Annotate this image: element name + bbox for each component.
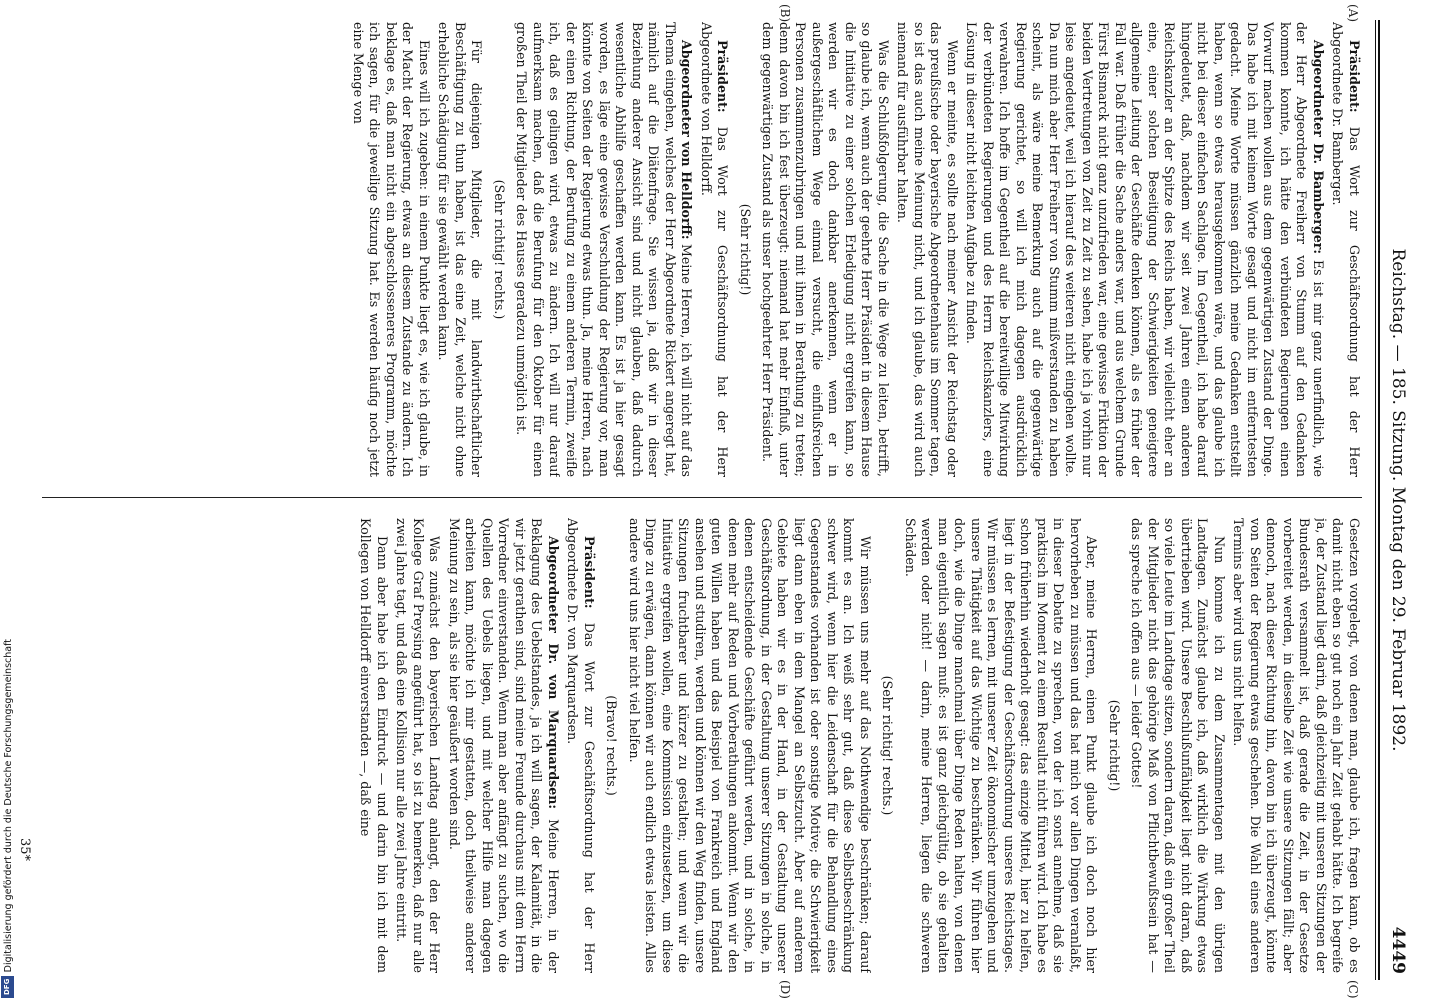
header-title: Reichstag. — 185. Sitzung. Montag den 29. Februar 1892. xyxy=(1388,248,1408,752)
paragraph xyxy=(357,518,390,973)
interjection xyxy=(1106,518,1123,973)
speech-paragraph xyxy=(564,518,597,973)
interjection xyxy=(603,518,620,973)
speaker-name: Präsident: xyxy=(582,536,597,609)
speech-paragraph xyxy=(1329,22,1362,477)
header-page-number: 4449 xyxy=(1388,926,1408,974)
paragraph-text: Das Wort zur Geschäftsordnung hat der Herr Abgeordnete Dr. Bamberger. xyxy=(1330,22,1362,477)
speaker-name: Präsident: xyxy=(1347,40,1362,113)
paragraph-text: Was zunächst den bayerischen Landtag anlangt, den der Herr Kollege Graf Preysing angeführt hat, so ist zu bemerken, daß nur alle zwei Jahre tagt, und daß eine Kollision nur alle zwei Jahre eintritt. xyxy=(394,518,443,973)
paragraph-text: Meine Herren, ich will nicht auf das Thema eingehen, welches der Herr Abgeordnete Rickert angeregt hat, nämlich auf die Diätenfrage. Sie wissen ja, daß wir in dieser Beziehung anderer Ansicht sind und nicht glauben, daß dadurch wesentliche Abhilfe geschaffen werden kann. Es ist ja hier gesagt worden, es läge eine gewisse Verschuldung der Regierung vor, man könnte von Seiten der Regierung etwas thun. Ja, meine Herren, nach der einen Richtung, der Berufung zu einem anderen Termin, zweifle ich, daß es gelingen wird, etwas zu ändern. Ich will nur darauf aufmerksam machen, daß die Berufung für den Oktober für einen großen Theil der Mitglieder des Hauses geradezu unmöglich ist. xyxy=(514,22,695,477)
speaker-name: Abgeordneter von Helldorff: xyxy=(679,40,695,240)
speaker-name: Abgeordneter Dr. von Marquardsen: xyxy=(546,536,561,810)
paragraph xyxy=(393,518,443,973)
paragraph-text: Wenn er meinte, es sollte nach meiner Ansicht der Reichstag oder das preußische oder bayerische Abgeordnetenhaus im Sommer tagen, so ist das auch meine Meinung nicht, und ich glaube, das wird auch niemand für ausführbar halten. xyxy=(895,22,960,477)
signature-mark: 35* xyxy=(17,838,32,862)
dfg-logo-icon: DFG xyxy=(1,976,14,998)
interjection-text: (Sehr richtig! rechts.) xyxy=(492,179,507,320)
paragraph-text: Aber, meine Herren, einen Punkt glaube ich doch noch hier hervorheben zu müssen und das hat mich vor allen Dingen veranlaßt, in dieser Debatte zu sprechen, von der ich sonst annehme, daß sie praktisch im Moment zu einem Resultat nicht führen wird. Ich habe es schon früherhin wiederholt gesagt: das einzige Mittel, hier zu helfen, liegt in der Befestigung der Geschäftsordnung unseres Reichstages. Wir müssen es lernen, mit unserer Zeit ökonomischer umzugehen und unsere Thätigkeit auf das Wichtige zu beschränken. Wir führen hier doch, wie die Dinge manchmal über Dinge Reden halten, von denen man eigentlich sagen muß: es ist ganz gleichgültig, ob sie gehalten werden oder nicht! — darin, meine Herren, liegen die schweren Schäden. xyxy=(903,518,1100,973)
column-divider xyxy=(42,497,1362,498)
paragraph-text: Das Wort zur Geschäftsordnung hat der Herr Abgeordnete von Helldorff. xyxy=(699,22,731,477)
paragraph-text: Meine Herren, in der Beklagung des Uebelstandes, ja ich will sagen, der Kalamität, in die wir jetzt gerathen sind, sind meine Freunde durchaus mit dem Herrn Vorredner einverstanden. Wenn man aber anfängt zu suchen, wo die Quellen des Uebels liegen, und mit welcher Hilfe man dagegen arbeiten kann, möchte ich mir gestatten, doch theilweise anderer Meinung zu sein, als sie hier geäußert worden sind. xyxy=(447,518,561,973)
paragraph-text: Wir müssen uns mehr auf das Nothwendige beschränken; darauf kommt es an. Ich weiß sehr gut, daß diese Selbstbeschränkung schwer wird, wenn hier die Leidenschaft für die Behandlung eines Gegenstandes vorhanden ist oder sonstige Motive; die Schwierigkeit liegt dann eben in dem Mangel an Selbstzucht. Aber auf anderem Gebiete haben wir es in der Hand, in der Gestaltung unserer Geschäftsordnung, in der Gestaltung unserer Sitzungen in solche, in denen entscheidende Geschäfte geführt werden, und in solche, in denen mehr auf Reden und Vorberathungen ankommt. Wenn wir den guten Willen haben und das Beispiel von Frankreich und England ansehen und studiren, werden und können wir den Weg finden, unsere Sitzungen fruchtbarer und kürzer zu gestalten; und wenn wir die Initiative ergreifen wollen, eine Kommission einzusetzen, um diese Dinge zu erwägen, dann können wir auch endlich etwas leisten. Alles andere wird uns hier nicht viel helfen. xyxy=(627,518,873,973)
paragraph xyxy=(350,22,433,477)
interjection xyxy=(879,518,896,973)
paragraph xyxy=(894,22,960,477)
interjection-text: (Sehr richtig!) xyxy=(1107,699,1122,792)
speech-paragraph xyxy=(963,22,1326,477)
paragraph xyxy=(759,22,891,477)
speech-paragraph xyxy=(513,22,695,477)
paragraph-text: Eines will ich zugeben: in einem Punkte liegt es, wie ich glaube, in der Macht der Regierung, etwas an diesem Zustande zu ändern. Ich beklage es, daß man nicht ein abgeschlosseneres Programm, möchte ich sagen, für die jeweilige Sitzung hat. Es werden häufig noch jetzt eine Menge von xyxy=(351,22,432,477)
interjection-text: (Bravo! rechts.) xyxy=(604,695,620,796)
digitization-attribution xyxy=(0,0,16,1000)
paragraph xyxy=(435,22,485,477)
paragraph xyxy=(902,518,1100,973)
text-column-right xyxy=(42,518,1362,973)
header-rule xyxy=(1378,20,1380,980)
speech-paragraph xyxy=(698,22,731,477)
header-rule-thin xyxy=(1375,20,1376,980)
interjection xyxy=(737,22,754,477)
paragraph-text: Es ist mir ganz unerfindlich, wie der Herr Abgeordnete Freiherr von Stumm auf den Gedanken kommen konnte, ich hätte den verbündeten Regierungen einen Vorwurf machen wollen aus dem gegenwärtigen Zustand der Dinge. Das habe ich mit keinem Worte gesagt und nicht im entferntesten gedacht. Meine Worte müssen gänzlich meine Gedanken entstellt haben, wenn so etwas herausgekommen wäre, und das glaube ich nicht bei dieser einfachen Sachlage. Im Gegentheil, ich habe darauf hingedeutet, daß, nachdem wir seit zwei Jahren einen anderen Reichskanzler an der Spitze des Reichs haben, wir vielleicht eher an eine, einer solchen Beseitigung der Schwierigkeiten geneigtere allgemeine Leitung der Geschäfte denken können, als es früher der Fall war. Daß früher die Sache anders war, und aus welchem Grunde Fürst Bismarck nicht ganz unzufrieden war, eine gewisse Friktion der beiden Vertretungen von Zeit zu Zeit zu sehen, habe ich ja vorhin nur leise angedeutet, weil ich hierauf des weiteren nicht eingehen wollte. Da nun mich aber Herr Freiherr von Stumm mißverstanden zu haben scheint, als wäre meine Bemerkung auch auf die gegenwärtige Regierung gerichtet, so will ich mich dagegen ausdrücklich verwahren. Ich hoffe im Gegentheil auf die bereitwillige Mitwirkung der verbündeten Regierungen und des Herrn Reichskanzlers, eine Lösung in dieser nicht leichten Aufgabe zu finden. xyxy=(964,22,1326,477)
paragraph-text: Nun komme ich zu dem Zusammentagen mit den übrigen Landtagen. Zunächst glaube ich, daß wirklich die Wirkung etwas übertrieben wird. Unsere Beschlußunfähigkeit liegt nicht daran, daß so viele Leute im Landtage sitzen, sondern daran, daß ein großer Theil der Mitglieder nicht das gehörige Maß von Pflichtbewußtsein hat — das spreche ich offen aus — leider Gottes! xyxy=(1129,518,1227,973)
speech-paragraph xyxy=(446,518,562,973)
margin-marker-c: (C) xyxy=(1346,980,1360,999)
margin-marker-b: (B) xyxy=(778,4,792,23)
page-header xyxy=(1374,20,1414,980)
interjection-text: (Sehr richtig!) xyxy=(738,203,753,296)
attribution-text: Digitalisierung gefördert durch die Deutsche Forschungsgemeinschaft xyxy=(3,638,14,972)
paragraph xyxy=(1128,518,1227,973)
margin-marker-a: (A) xyxy=(1346,4,1360,23)
margin-marker-d: (D) xyxy=(778,980,792,999)
text-column-left xyxy=(42,22,1362,477)
paragraph-text: Dann aber habe ich den Eindruck — und darin bin ich mit dem Kollegen von Helldorff einverstanden —, daß eine xyxy=(358,518,390,973)
speaker-name: Abgeordneter Dr. Bamberger: xyxy=(1311,40,1326,255)
paragraph xyxy=(1230,518,1362,973)
paragraph-text: Gesetzen vorgelegt, von denen man, glaube ich, fragen kann, ob es damit nicht eben so gut noch ein Jahr Zeit gehabt hätte. Ich begreife ja, der Zustand liegt darin, daß gleichzeitig mit unseren Sitzungen der Bundesrath versammelt ist, daß gerade die Zeit, in der Gesetze vorbereitet werden, in dieselbe Zeit wie unsere Sitzungen fällt; aber dennoch, nach dieser Richtung hin, davon bin ich überzeugt, könnte von Seiten der Regierung etwas geschehen. Die Wahl eines anderen Termins aber wird uns nicht helfen. xyxy=(1231,518,1362,973)
paragraph-text: Was die Schlußfolgerung, die Sache in die Wege zu leiten, betrifft, so glaube ich, wenn auch der geehrte Herr Präsident in diesem Hause die Initiative zu einer solchen Erledigung nicht ergreifen kann, so werden wir es doch dankbar anerkennen, wenn er in außergeschäftlichem Wege einmal versucht, die einflußreichen Personen zusammenzubringen und mit ihnen in Berathung zu treten; denn davon bin ich fest überzeugt: niemand hat mehr Einfluß, unter dem gegenwärtigen Zustand als unser hochgeehrter Herr Präsident. xyxy=(760,22,891,477)
paragraph xyxy=(626,518,874,973)
paragraph-text: Das Wort zur Geschäftsordnung hat der Herr Abgeordnete Dr. von Marquardsen. xyxy=(565,518,597,973)
speaker-name: Präsident: xyxy=(715,40,731,113)
interjection xyxy=(491,22,508,477)
paragraph-text: Für diejenigen Mitglieder, die mit landwirthschaftlicher Beschäftigung zu thun haben, ist das eine Zeit, welche nicht ohne erhebliche Schädigung für sie gewählt werden kann. xyxy=(436,22,485,477)
interjection-text: (Sehr richtig! rechts.) xyxy=(880,675,896,816)
